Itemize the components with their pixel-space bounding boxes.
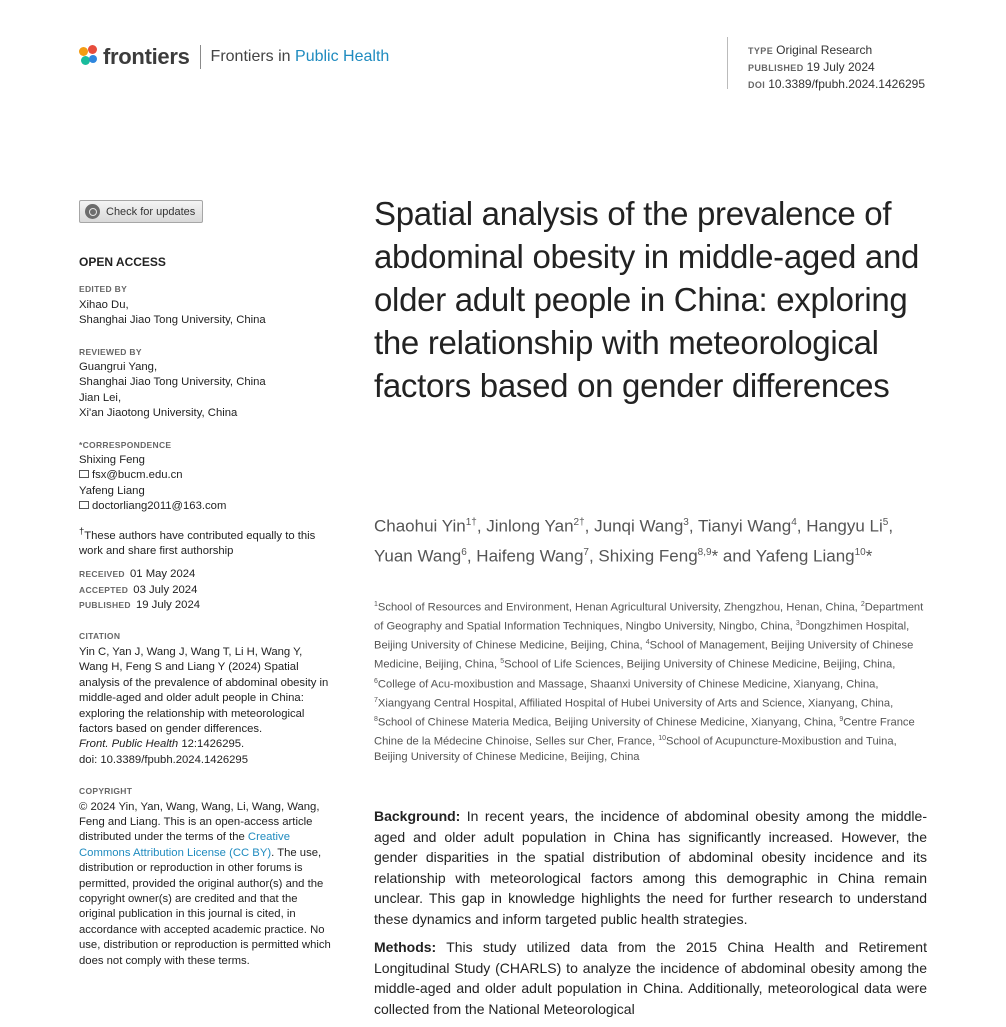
author-separator: , (796, 516, 807, 536)
corresponding-author: Shixing Feng (79, 454, 145, 467)
affiliation-text: College of Acu-moxibustion and Massage, Shaanxi University of Chinese Medicine, Xianyang, China, (377, 678, 879, 691)
meta-type: TYPE Original Research (748, 43, 873, 57)
author-name[interactable]: Shixing Feng (598, 546, 698, 566)
affiliation-text: School of Chinese Materia Medica, Beijing University of Chinese Medicine, Xianyang, China, (377, 716, 840, 729)
affiliation-text: Dongzhimen Hospital, Beijing University of Chinese Medicine, Beijing, China, (374, 620, 910, 653)
author-separator: , (688, 516, 698, 536)
author-name[interactable]: Haifeng Wang (476, 546, 584, 566)
check-for-updates-button[interactable] (79, 200, 203, 223)
abstract (374, 806, 927, 1027)
author-separator: , (584, 516, 595, 536)
author-separator: * and (711, 546, 756, 566)
affiliation-text: School of Life Sciences, Beijing University of Chinese Medicine, Beijing, China, (504, 659, 896, 672)
meta-divider (727, 37, 728, 89)
crossmark-icon (85, 204, 100, 219)
author-affiliation-mark: 1† (465, 517, 477, 528)
author-affiliation-mark: 8,9 (697, 546, 712, 558)
brand-wordmark: frontiers (103, 44, 190, 69)
affiliation-number: 10 (658, 734, 666, 742)
author-name[interactable]: Tianyi Wang (697, 516, 792, 536)
author-name[interactable]: Jinlong Yan (486, 516, 574, 536)
affiliation-number: 4 (645, 639, 650, 647)
affiliation-number: 5 (500, 658, 505, 666)
article-meta (748, 42, 925, 93)
correspondence-label: *CORRESPONDENCE (79, 439, 172, 450)
corresponding-email-row (79, 499, 334, 514)
affiliation-number: 6 (374, 677, 378, 685)
author-separator: , (588, 546, 599, 566)
cc-by-license-link[interactable]: Creative Commons Attribution License (CC BY) (79, 831, 290, 859)
author-affiliation-mark: 10 (854, 546, 866, 558)
affiliation-number: 7 (374, 696, 378, 704)
author-separator: * (865, 546, 873, 566)
affiliation-text: School of Resources and Environment, Henan Agricultural University, Zhengzhou, Henan, China, (377, 601, 861, 614)
author-affiliation-mark: 5 (882, 517, 889, 528)
meta-doi: DOI 10.3389/fpubh.2024.1426295 (748, 77, 926, 91)
affiliation-text: School of Acupuncture-Moxibustion and Tuina, Beijing University of Chinese Medicine, Beijing, China (374, 735, 897, 764)
received-date: RECEIVED 01 May 2024 (79, 568, 196, 581)
frontiers-logo-icon (79, 45, 99, 69)
journal-brand (79, 44, 389, 70)
open-access-label: OPEN ACCESS (79, 255, 166, 269)
reviewer-affiliation: Shanghai Jiao Tong University, China (79, 376, 266, 389)
email-link[interactable]: fsx@bucm.edu.cn (92, 469, 183, 482)
editor-name: Xihao Du, (79, 298, 129, 311)
affiliation-text: Department of Geography and Spatial Information Techniques, Ningbo University, Ningbo, China, (374, 601, 924, 633)
equal-contribution-note: †These authors have contributed equally to this work and share first authorship (79, 524, 316, 557)
abstract-background: Background: In recent years, the incidence of abdominal obesity among the middle-aged and older adult population in China has significantly increased. However, the gender disparities in the spatial distribution of abdominal obesity incidence and its relationship with meteorological factors among this demographic in China remain unclear. This gap in knowledge highlights the need for further research to understand these dynamics and inform targeted public health strategies. (374, 808, 927, 927)
author-affiliation-mark: 3 (683, 517, 689, 528)
affiliation-number: 9 (839, 715, 844, 723)
edited-by-label: EDITED BY (79, 284, 128, 295)
author-separator: , (888, 516, 894, 536)
brand-divider (200, 45, 201, 69)
copyright-text: © 2024 Yin, Yan, Wang, Wang, Li, Wang, Wang, Feng and Liang. This is an open-access article distributed under the terms of the Creative Commons Attribution License (CC BY). The use, distribution or reproduction in other forums is permitted, provided the original author(s) and the copyright owner(s) are credited and that the original publication in this journal is cited, in accordance with accepted academic practice. No use, distribution or reproduction is permitted which does not comply with these terms. (79, 800, 331, 967)
article-title: Spatial analysis of the prevalence of abdominal obesity in middle-aged and older adult people in China: exploring the relationship with meteorological factors based on gender differences (374, 195, 920, 404)
author-affiliation-mark: 2† (573, 517, 585, 528)
doi-link[interactable]: 10.3389/fpubh.2024.1426295 (768, 77, 926, 91)
author-separator: , (466, 546, 477, 566)
envelope-icon (79, 470, 89, 478)
corresponding-email-row (79, 468, 334, 483)
reviewed-by-label: REVIEWED BY (79, 346, 142, 357)
author-affiliation-mark: 6 (461, 546, 467, 558)
author-name[interactable]: Junqi Wang (594, 516, 684, 536)
affiliation-list (374, 597, 930, 766)
accepted-date: ACCEPTED 03 July 2024 (79, 583, 198, 596)
reviewer-affiliation: Xi'an Jiaotong University, China (79, 407, 238, 420)
article-sidebar (79, 255, 334, 969)
author-affiliation-mark: 7 (583, 546, 589, 558)
copyright-label: COPYRIGHT (79, 786, 133, 797)
journal-name[interactable]: Frontiers in Public Health (210, 48, 390, 65)
author-affiliation-mark: 4 (791, 517, 797, 528)
author-list (374, 510, 934, 569)
check-updates-label: Check for updates (106, 205, 196, 218)
author-name[interactable]: Hangyu Li (806, 516, 883, 536)
author-separator: , (476, 516, 487, 536)
affiliation-number: 1 (374, 601, 378, 608)
published-date: PUBLISHED 19 July 2024 (79, 599, 201, 612)
citation-label: CITATION (79, 631, 121, 642)
affiliation-text: Xiangyang Central Hospital, Affiliated Hospital of Hubei University of Arts and Science, Xianyang, China, (377, 697, 894, 710)
citation-text: Yin C, Yan J, Wang J, Wang T, Li H, Wang Y, Wang H, Feng S and Liang Y (2024) Spatial analysis of the prevalence of abdominal obesity in middle-aged and older adult people in China: exploring the relationship with meteorological factors based on gender differences. Front. Public Health 12:1426295. doi: 10.3389/fpubh.2024.1426295 (79, 645, 329, 766)
email-link[interactable]: doctorliang2011@163.com (92, 500, 227, 513)
author-name[interactable]: Chaohui Yin (374, 516, 466, 536)
affiliation-number: 3 (795, 620, 800, 628)
author-name[interactable]: Yafeng Liang (755, 546, 855, 566)
affiliation-text: Centre France Chine de la Médecine Chinoise, Selles sur Cher, France, (374, 716, 915, 748)
author-name[interactable]: Yuan Wang (374, 546, 462, 566)
editor-affiliation: Shanghai Jiao Tong University, China (79, 314, 266, 327)
reviewer-name: Jian Lei, (79, 391, 122, 404)
reviewer-name: Guangrui Yang, (79, 361, 158, 374)
corresponding-author: Yafeng Liang (79, 484, 145, 497)
meta-published: PUBLISHED 19 July 2024 (748, 60, 875, 74)
abstract-methods: Methods: This study utilized data from the 2015 China Health and Retirement Longitudinal Study (CHARLS) to analyze the incidence of abdominal obesity among the middle-aged and older adult population in China. Additionally, meteorological data were collected from the National Meteorological (374, 939, 927, 1017)
affiliation-text: School of Management, Beijing University of Chinese Medicine, Beijing, China, (374, 640, 914, 672)
envelope-icon (79, 501, 89, 509)
affiliation-number: 2 (860, 601, 865, 608)
affiliation-number: 8 (374, 715, 378, 723)
